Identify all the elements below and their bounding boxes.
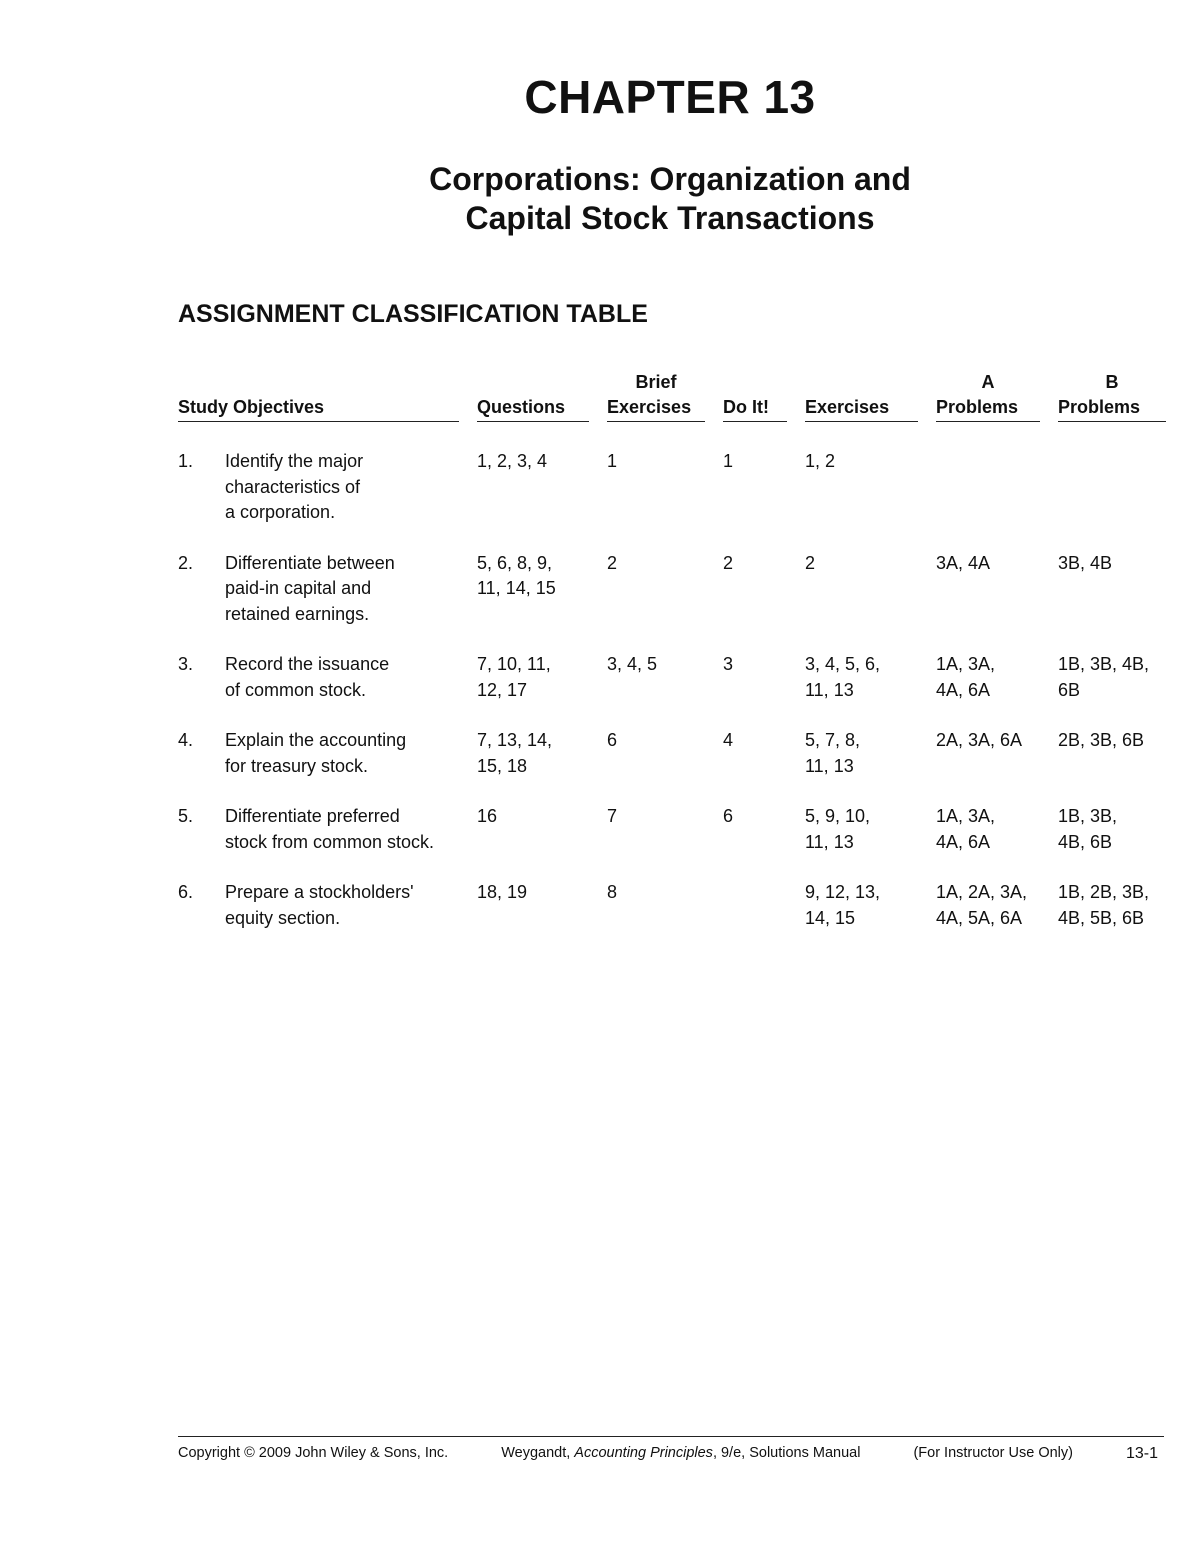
cell-line: 1A, 2A, 3A, — [936, 882, 1028, 902]
cell-line: 1 — [723, 451, 734, 471]
cell-exercises — [805, 551, 936, 628]
cell-line: 4B, 5B, 6B — [1058, 907, 1145, 928]
cell-line: 3A, 4A — [936, 552, 991, 573]
cell-do-it — [723, 728, 805, 779]
section-heading: ASSIGNMENT CLASSIFICATION TABLE — [178, 300, 648, 328]
cell-do-it — [723, 880, 805, 931]
cell-line: 1B, 2B, 3B, — [1058, 882, 1150, 902]
cell-do-it — [723, 551, 805, 628]
cell-line: 5, 7, 8, — [805, 730, 861, 750]
cell-brief-exercises — [607, 804, 723, 855]
chapter-title-line-2: Capital Stock Transactions — [465, 200, 875, 236]
chapter-title — [0, 160, 1200, 238]
objective-number: 6. — [178, 882, 194, 902]
table-row — [178, 449, 1166, 526]
cell-line: 4B, 6B — [1058, 831, 1113, 852]
objective-number: 3. — [178, 654, 194, 674]
col-header-do-it: Do It! — [723, 370, 805, 423]
cell-a-problems — [936, 728, 1058, 779]
col-header-exercises: Exercises — [805, 370, 936, 423]
cell-line: 1, 2 — [805, 451, 836, 471]
objective-text — [225, 728, 477, 779]
cell-line: 14, 15 — [805, 907, 856, 928]
cell-line: 6B — [1058, 679, 1081, 700]
cell-a-problems — [936, 880, 1058, 931]
table-header-row — [178, 370, 1166, 423]
cell-study-objective — [178, 551, 477, 628]
cell-line: 8 — [607, 882, 618, 902]
cell-line: 6 — [723, 806, 734, 826]
cell-brief-exercises — [607, 652, 723, 703]
cell-line: 1 — [607, 451, 618, 471]
col-header-a-problems: A Problems — [936, 370, 1058, 423]
cell-study-objective — [178, 652, 477, 703]
chapter-title-line-1: Corporations: Organization and — [429, 161, 911, 197]
cell-b-problems — [1058, 551, 1166, 628]
cell-a-problems — [936, 551, 1058, 628]
table-row — [178, 804, 1166, 855]
footer-book-reference: Weygandt, Accounting Principles, 9/e, Solutions Manual — [501, 1445, 861, 1461]
cell-line: Differentiate preferred — [225, 806, 400, 826]
cell-line: paid-in capital and — [225, 578, 372, 598]
cell-brief-exercises — [607, 728, 723, 779]
objective-text — [225, 551, 477, 628]
cell-line: characteristics of — [225, 476, 361, 497]
cell-line: 15, 18 — [477, 755, 528, 776]
col-header-b-problems: B Problems — [1058, 370, 1166, 423]
cell-line: 2 — [805, 552, 816, 573]
objective-number: 2. — [178, 552, 194, 573]
table-row — [178, 551, 1166, 628]
cell-line: 7, 10, 11, — [477, 654, 551, 674]
objective-number: 4. — [178, 730, 194, 750]
cell-line: 9, 12, 13, — [805, 882, 881, 902]
objective-text — [225, 880, 477, 931]
chapter-heading: CHAPTER 13 — [524, 71, 816, 123]
cell-questions — [477, 652, 607, 703]
cell-exercises — [805, 449, 936, 526]
cell-exercises — [805, 728, 936, 779]
cell-line: 3, 4, 5, 6, — [805, 654, 881, 674]
objective-text — [225, 449, 477, 526]
cell-line: 16 — [477, 806, 498, 826]
cell-line: 2 — [723, 552, 734, 573]
cell-brief-exercises — [607, 551, 723, 628]
cell-line: Explain the accounting — [225, 730, 407, 750]
cell-brief-exercises — [607, 880, 723, 931]
cell-line: 1, 2, 3, 4 — [477, 451, 548, 471]
cell-line: 1B, 3B, — [1058, 806, 1118, 826]
cell-line: 7, 13, 14, — [477, 730, 553, 750]
page-number: 13-1 — [1125, 1445, 1158, 1462]
cell-b-problems — [1058, 652, 1166, 703]
cell-do-it — [723, 652, 805, 703]
cell-line: 2A, 3A, 6A — [936, 730, 1023, 750]
objective-text — [225, 652, 477, 703]
cell-a-problems — [936, 652, 1058, 703]
objective-text — [225, 804, 477, 855]
cell-brief-exercises — [607, 449, 723, 526]
cell-line: stock from common stock. — [225, 831, 435, 852]
cell-line: 6 — [607, 730, 618, 750]
cell-questions — [477, 449, 607, 526]
cell-line: 4A, 6A — [936, 831, 991, 852]
cell-study-objective — [178, 728, 477, 779]
footer-usage-note: (For Instructor Use Only) — [913, 1445, 1073, 1461]
cell-exercises — [805, 652, 936, 703]
cell-line: a corporation. — [225, 502, 336, 522]
cell-line: 1A, 3A, — [936, 806, 996, 826]
cell-line: Identify the major — [225, 451, 364, 471]
cell-line: 11, 13 — [805, 831, 854, 852]
table-row — [178, 880, 1166, 931]
footer-copyright: Copyright © 2009 John Wiley & Sons, Inc. — [178, 1445, 449, 1461]
cell-line: 3B, 4B — [1058, 552, 1113, 573]
cell-line: 3 — [723, 654, 734, 674]
cell-line: Record the issuance — [225, 654, 390, 674]
cell-line: Prepare a stockholders' — [225, 882, 414, 902]
table-row — [178, 728, 1166, 779]
cell-line: 2 — [607, 552, 618, 573]
cell-line: 11, 13 — [805, 679, 854, 700]
cell-questions — [477, 728, 607, 779]
cell-questions — [477, 804, 607, 855]
cell-line: 2B, 3B, 6B — [1058, 730, 1145, 750]
cell-study-objective — [178, 449, 477, 526]
cell-line: 4 — [723, 730, 734, 750]
col-header-study-objectives: Study Objectives — [178, 370, 477, 423]
table-row — [178, 652, 1166, 703]
cell-line: 4A, 6A — [936, 679, 991, 700]
cell-line: 5, 9, 10, — [805, 806, 871, 826]
cell-a-problems — [936, 449, 1058, 526]
cell-line: 12, 17 — [477, 679, 528, 700]
cell-b-problems — [1058, 804, 1166, 855]
page-footer — [178, 1436, 1164, 1463]
cell-line: 5, 6, 8, 9, — [477, 552, 553, 573]
cell-exercises — [805, 804, 936, 855]
cell-line: 4A, 5A, 6A — [936, 907, 1023, 928]
assignment-classification-table — [178, 370, 1166, 931]
cell-line: equity section. — [225, 907, 341, 928]
cell-line: 1A, 3A, — [936, 654, 996, 674]
cell-do-it — [723, 804, 805, 855]
cell-a-problems — [936, 804, 1058, 855]
cell-study-objective — [178, 804, 477, 855]
cell-exercises — [805, 880, 936, 931]
cell-line: 1B, 3B, 4B, — [1058, 654, 1150, 674]
objective-number: 1. — [178, 451, 194, 471]
cell-b-problems — [1058, 728, 1166, 779]
cell-line: 11, 13 — [805, 755, 854, 776]
cell-line: Differentiate between — [225, 552, 395, 573]
cell-b-problems — [1058, 449, 1166, 526]
cell-questions — [477, 551, 607, 628]
objective-number: 5. — [178, 806, 194, 826]
cell-line: 11, 14, 15 — [477, 578, 556, 598]
cell-line: retained earnings. — [225, 603, 370, 624]
cell-questions — [477, 880, 607, 931]
cell-line: 18, 19 — [477, 882, 528, 902]
cell-line: 7 — [607, 806, 618, 826]
cell-line: 3, 4, 5 — [607, 654, 658, 674]
cell-line: of common stock. — [225, 679, 367, 700]
cell-line: for treasury stock. — [225, 755, 369, 776]
cell-b-problems — [1058, 880, 1166, 931]
cell-study-objective — [178, 880, 477, 931]
cell-do-it — [723, 449, 805, 526]
col-header-brief-exercises: Brief Exercises — [607, 370, 723, 423]
col-header-questions: Questions — [477, 370, 607, 423]
